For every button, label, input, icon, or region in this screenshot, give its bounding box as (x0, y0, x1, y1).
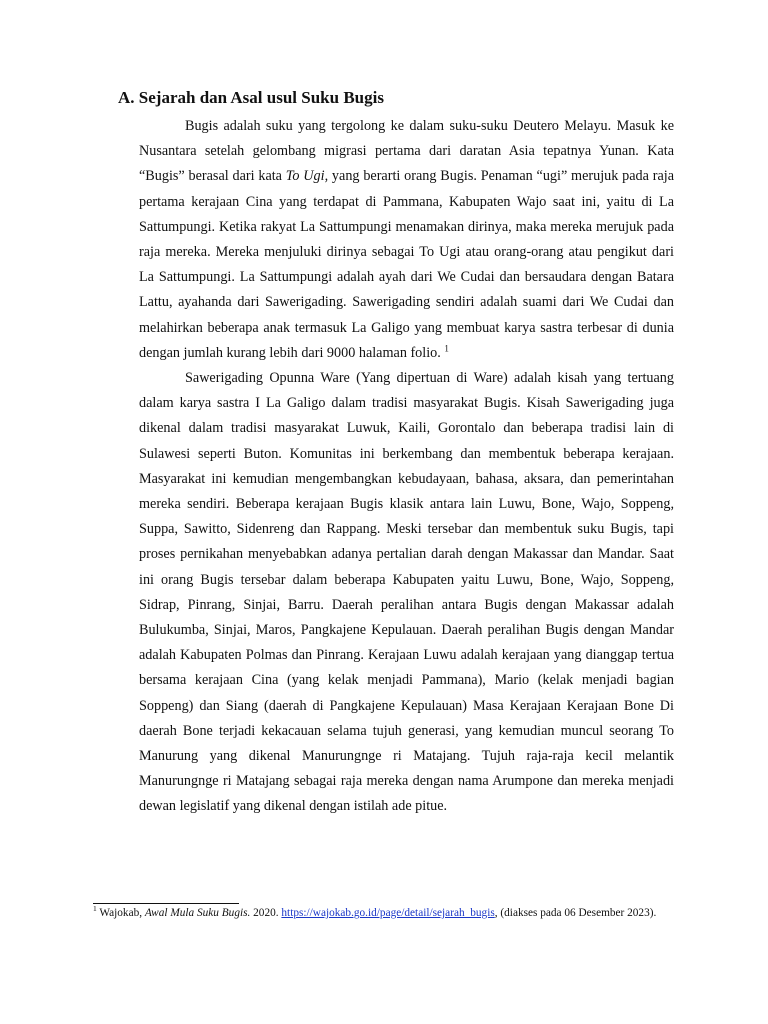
footnote-text-c: , (diakses pada 06 Desember 2023). (494, 907, 657, 919)
footnote-text-a: Wajokab, (96, 907, 145, 919)
paragraph-1 (139, 114, 674, 366)
footnote-text-b: 2020. (250, 907, 282, 919)
paragraph-1-italic-term: To Ugi, (285, 168, 329, 185)
paragraph-1-text-a: Bugis adalah suku yang tergolong ke dalam suku-suku Deutero Melayu. Masuk ke Nusantara setelah gelombang migrasi pertama dari daratan Asia tepatnya Yunan. Kata “Bugis” berasal dari kata (139, 118, 674, 185)
footnote-link[interactable]: https://wajokab.go.id/page/detail/sejarah_bugis (281, 907, 495, 919)
footnote-reference[interactable]: 1 (444, 343, 449, 354)
body-text (139, 114, 674, 820)
paragraph-2: Sawerigading Opunna Ware (Yang dipertuan di Ware) adalah kisah yang tertuang dalam karya sastra I La Galigo dalam tradisi masyarakat Bugis. Kisah Sawerigading juga dikenal dalam tradisi masyarakat Luwuk, Kaili, Gorontalo dan beberapa tradisi lain di Sulawesi seperti Buton. Komunitas ini berkembang dan membentuk beberapa kerajaan. Masyarakat ini kemudian mengembangkan kebudayaan, bahasa, aksara, dan pemerintahan mereka sendiri. Beberapa kerajaan Bugis klasik antara lain Luwu, Bone, Wajo, Soppeng, Suppa, Sawitto, Sidenreng dan Rappang. Meski tersebar dan membentuk suku Bugis, tapi proses pernikahan menyebabkan adanya pertalian darah dengan Makassar dan Mandar. Saat ini orang Bugis tersebar dalam beberapa Kabupaten yaitu Luwu, Bone, Wajo, Soppeng, Sidrap, Pinrang, Sinjai, Barru. Daerah peralihan antara Bugis dengan Makassar adalah Bulukumba, Sinjai, Maros, Pangkajene Kepulauan. Daerah peralihan Bugis dengan Mandar adalah Kabupaten Polmas dan Pinrang. Kerajaan Luwu adalah kerajaan yang dianggap tertua bersama kerajaan Cina (yang kelak menjadi Pammana), Mario (kelak menjadi bagian Soppeng) dan Siang (daerah di Pangkajene Kepulauan) Masa Kerajaan Kerajaan Bone Di daerah Bone terjadi kekacauan selama tujuh generasi, yang kemudian muncul seorang To Manurung yang dikenal Manurungnge ri Matajang. Tujuh raja-raja kecil melantik Manurungnge ri Matajang sebagai raja mereka dengan nama Arumpone dan mereka menjadi dewan legislatif yang dikenal dengan istilah ade pitue. (139, 370, 674, 815)
paragraph-1-text-b: yang berarti orang Bugis. Penaman “ugi” merujuk pada raja pertama kerajaan Cina yang terdapat di Pammana, Kabupaten Wajo saat ini, yaitu di La Sattumpungi. Ketika rakyat La Sattumpungi menamakan dirinya, maka mereka merujuk pada raja mereka. Mereka menjuluki dirinya sebagai To Ugi atau orang-orang atau pengikut dari La Sattumpungi. La Sattumpungi adalah ayah dari We Cudai dan bersaudara dengan Batara Lattu, ayahanda dari Sawerigading. Sawerigading sendiri adalah suami dari We Cudai dan melahirkan beberapa anak termasuk La Galigo yang membuat karya sastra terbesar di dunia dengan jumlah kurang lebih dari 9000 halaman folio. (139, 168, 674, 361)
footnote-number: 1 (93, 904, 97, 914)
footnote-italic-title: Awal Mula Suku Bugis. (144, 907, 251, 919)
footnote-separator (93, 903, 239, 904)
section-heading: A. Sejarah dan Asal usul Suku Bugis (118, 88, 384, 107)
footnote (93, 906, 683, 921)
